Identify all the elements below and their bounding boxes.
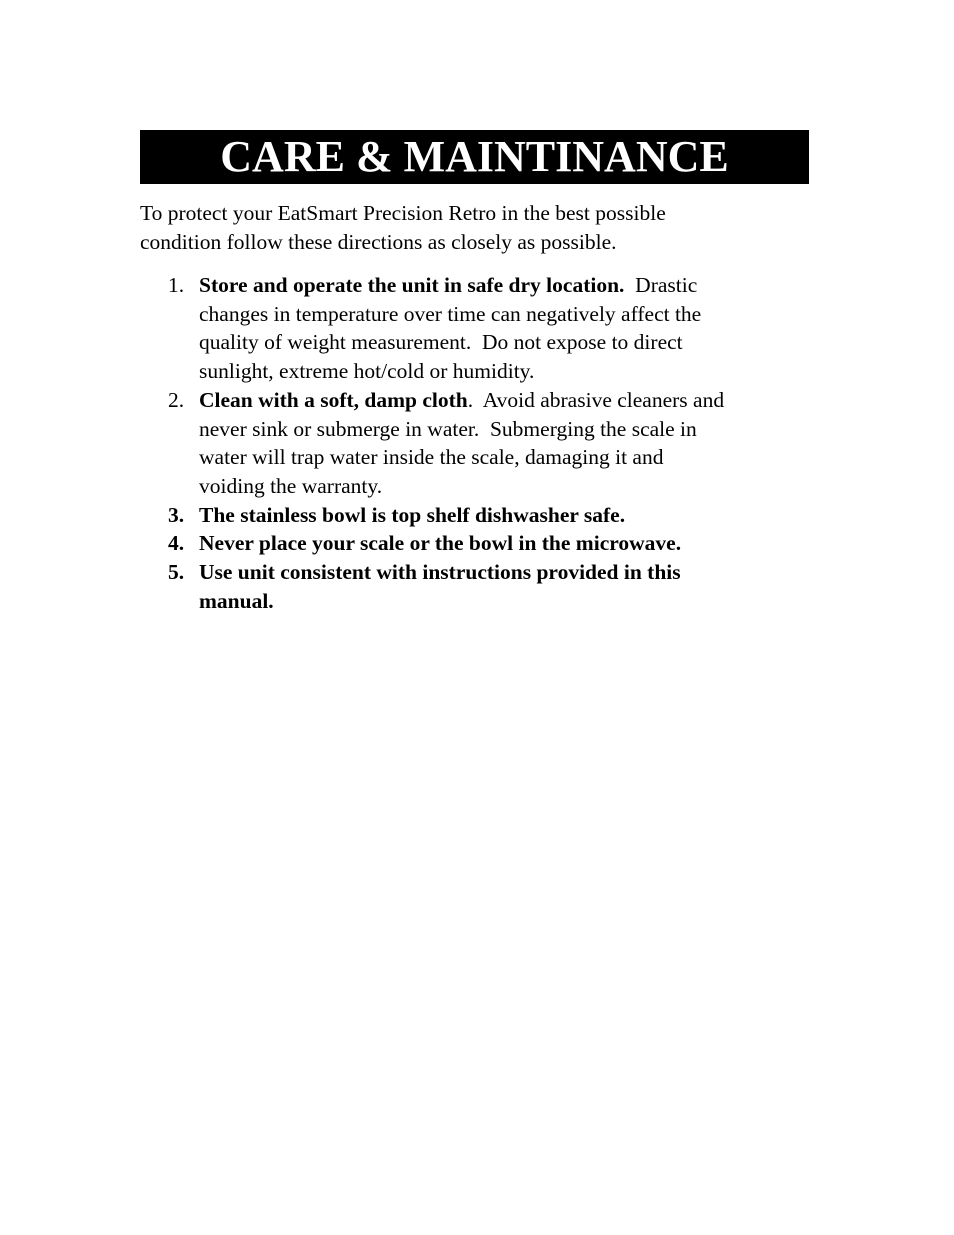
item-number: 4.: [168, 531, 185, 556]
item-heading: Use unit consistent with instructions provided in this: [199, 560, 681, 585]
intro-paragraph: [140, 199, 830, 257]
item-text: changes in temperature over time can negatively affect the: [199, 301, 702, 326]
list-item-dishwasher: [140, 501, 840, 530]
item-text: . Avoid abrasive cleaners and: [467, 387, 725, 412]
list-item-instructions: [140, 558, 840, 615]
item-number: 2.: [168, 387, 185, 412]
care-instructions-list: [140, 271, 840, 615]
item-heading: Never place your scale or the bowl in the microwave.: [199, 531, 682, 556]
item-heading: Store and operate the unit in safe dry location.: [199, 273, 625, 297]
item-text: quality of weight measurement. Do not expose to direct: [199, 330, 683, 355]
item-text: sunlight, extreme hot/cold or humidity.: [199, 359, 535, 384]
page-title: CARE & MAINTINANCE: [140, 130, 809, 184]
item-heading: Clean with a soft, damp cloth: [199, 387, 468, 412]
item-text: Drastic: [624, 273, 698, 297]
item-text: voiding the warranty.: [199, 473, 383, 498]
item-heading: manual.: [199, 588, 274, 613]
item-text: water will trap water inside the scale, damaging it and: [199, 445, 664, 470]
item-number: 1.: [168, 273, 185, 297]
list-item-store: [140, 271, 840, 386]
item-number: 5.: [168, 560, 185, 585]
item-heading: The stainless bowl is top shelf dishwasher safe.: [199, 502, 626, 527]
intro-line: condition follow these directions as closely as possible.: [140, 230, 617, 254]
list-item-microwave: [140, 529, 840, 558]
intro-line: To protect your EatSmart Precision Retro in the best possible: [140, 201, 666, 225]
item-number: 3.: [168, 502, 185, 527]
item-text: never sink or submerge in water. Submerging the scale in: [199, 416, 697, 441]
list-item-clean: [140, 386, 840, 501]
